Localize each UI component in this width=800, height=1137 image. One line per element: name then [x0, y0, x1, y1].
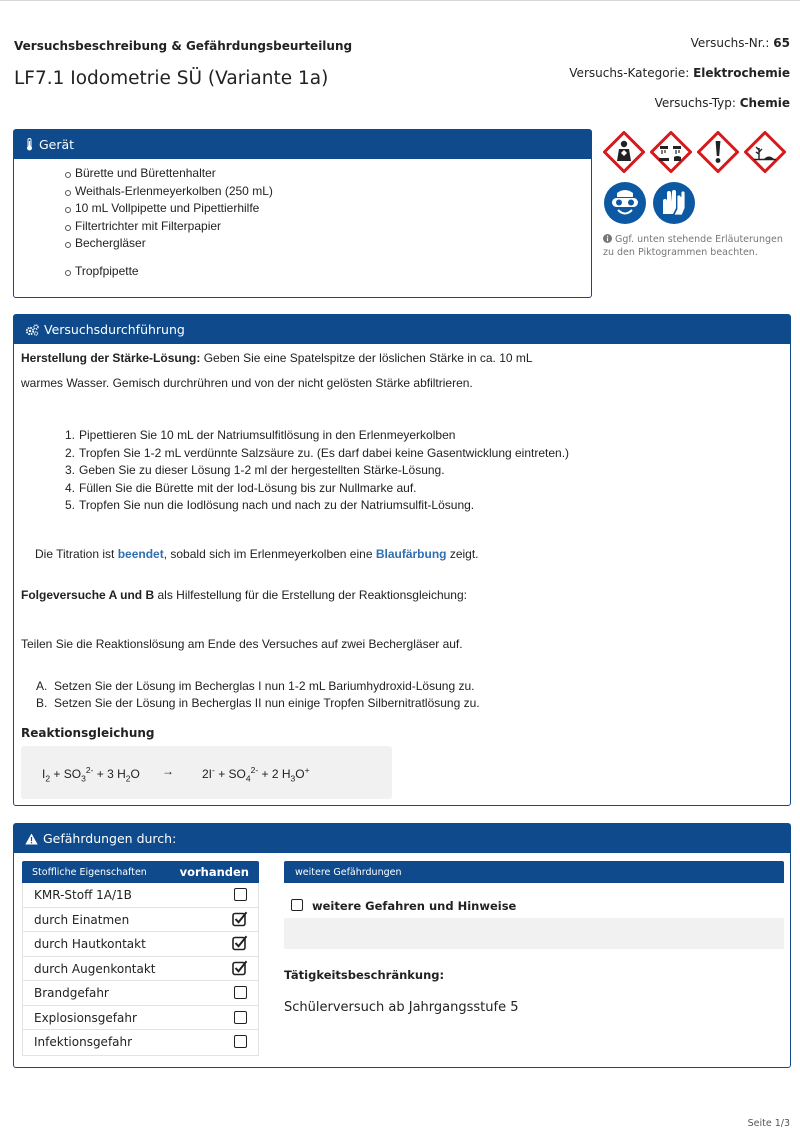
geraet-item: Filtertrichter mit Filterpapier: [75, 218, 273, 236]
checkbox-weitere[interactable]: [291, 899, 303, 911]
checkbox-kmr[interactable]: [234, 888, 247, 901]
geraet-panel: [13, 129, 592, 298]
top-divider: [0, 0, 800, 1]
sub-step-b: B. Setzen Sie der Lösung in Becherglas II nun einige Tropfen Silbernitratlösung zu.: [36, 696, 480, 710]
table-row: durch Hautkontakt: [23, 932, 258, 957]
equation-arrow: →: [162, 764, 174, 778]
folgeversuche-text: Folgeversuche A und B als Hilfestellung für die Erstellung der Reaktionsgleichung:: [21, 588, 467, 602]
gears-icon: [25, 324, 39, 336]
highlight-beendet: beendet: [117, 547, 164, 561]
table-row: KMR-Stoff 1A/1B: [23, 883, 258, 908]
exclamation-icon: [697, 131, 739, 173]
equation-reactants: $I_2 + SO_3^{2-} + 3$ $H_2O$: [42, 765, 140, 784]
sub-step-a: A. Setzen Sie der Lösung im Becherglas I nun 1-2 mL Bariumhydroxid-Lösung zu.: [36, 679, 475, 693]
table-row: Brandgefahr: [23, 981, 258, 1006]
pictogram-hint: Ggf. unten stehende Erläuterungen zu den Piktogrammen beachten.: [603, 234, 783, 258]
list-item: 1. Pipettieren Sie 10 mL der Natriumsulfitlösung in den Erlenmeyerkolben: [64, 428, 456, 442]
checkbox-einatmen[interactable]: [232, 910, 248, 927]
versuchs-typ: Versuchs-Typ: Chemie: [654, 96, 790, 110]
versuchs-kategorie: Versuchs-Kategorie: Elektrochemie: [569, 66, 790, 80]
weitere-gefahren-box: [284, 918, 784, 949]
teilen-text: Teilen Sie die Reaktionslösung am Ende des Versuches auf zwei Bechergläser auf.: [21, 637, 463, 651]
stoffliche-header: Stoffliche Eigenschaften vorhanden: [22, 861, 259, 883]
staerke-text-line2: warmes Wasser. Gemisch durchrühren und von der nicht gelösten Stärke abfiltrieren.: [21, 376, 473, 390]
weitere-gefahren-option[interactable]: weitere Gefahren und Hinweise: [291, 899, 516, 913]
geraet-header: [14, 130, 591, 159]
gefaehrdungen-table: [22, 883, 259, 1056]
list-item: 5. Tropfen Sie nun die Iodlösung nach und nach zu der Natriumsulfit-Lösung.: [64, 498, 475, 512]
taetigkeit-value: Schülerversuch ab Jahrgangsstufe 5: [284, 1000, 519, 1015]
warning-icon: [25, 833, 38, 845]
environment-icon: [744, 131, 786, 173]
health-hazard-icon: [603, 131, 645, 173]
table-row: Explosionsgefahr: [23, 1006, 258, 1031]
hazard-pictograms: [603, 131, 786, 173]
info-icon: [603, 234, 612, 243]
geraet-item: 10 mL Vollpipette und Pipettierhilfe: [75, 200, 273, 218]
geraet-item: Bechergläser: [75, 235, 273, 253]
checkbox-explosionsgefahr[interactable]: [234, 1011, 247, 1024]
reaktionsgleichung-title: Reaktionsgleichung: [21, 726, 155, 740]
list-item: 2. Tropfen Sie 1-2 mL verdünnte Salzsäure zu. (Es darf dabei keine Gasentwicklung eintreten.): [64, 445, 570, 460]
checkbox-brandgefahr[interactable]: [234, 986, 247, 999]
durchfuehrung-header: [14, 315, 790, 344]
highlight-blaufaerbung: Blaufärbung: [375, 547, 447, 561]
list-item: 4. Füllen Sie die Bürette mit der Iod-Lösung bis zur Nullmarke auf.: [64, 480, 417, 495]
safety-goggles-icon: [603, 181, 647, 225]
steps-list: [61, 427, 569, 515]
durchfuehrung-title: Versuchsdurchführung: [44, 322, 185, 337]
list-item: 3. Geben Sie zu dieser Lösung 1-2 ml der hergestellten Stärke-Lösung.: [64, 463, 445, 477]
geraet-item: Tropfpipette: [75, 263, 273, 281]
titration-text: Die Titration ist beendet, sobald sich im Erlenmeyerkolben eine Blaufärbung zeigt.: [35, 547, 479, 561]
weitere-header: weitere Gefährdungen: [284, 861, 784, 883]
gefaehrdungen-header: [14, 824, 790, 853]
geraet-item: Bürette und Bürettenhalter: [75, 165, 273, 183]
protection-pictograms: [603, 181, 696, 225]
page-title: LF7.1 Iodometrie SÜ (Variante 1a): [14, 68, 329, 89]
geraet-title: Gerät: [39, 137, 75, 152]
equation-products: $2I^- + SO_4^{2-} + 2$ $H_3O^+$: [202, 765, 310, 784]
table-row: durch Einatmen: [23, 908, 258, 933]
table-row: durch Augenkontakt: [23, 957, 258, 982]
checkbox-augenkontakt[interactable]: [232, 959, 248, 976]
safety-gloves-icon: [652, 181, 696, 225]
reaktionsgleichung-box: [21, 746, 392, 799]
thermometer-icon: [25, 138, 34, 151]
document-kind: Versuchsbeschreibung & Gefährdungsbeurteilung: [14, 39, 353, 53]
page-number: Seite 1/3: [747, 1118, 790, 1129]
versuchs-nr: Versuchs-Nr.: 65: [690, 36, 790, 50]
staerke-text: Herstellung der Stärke-Lösung: Geben Sie eine Spatelspitze der löslichen Stärke in ca. 10 mL: [21, 351, 533, 365]
gefaehrdungen-title: Gefährdungen durch:: [43, 831, 177, 846]
geraet-item: Weithals-Erlenmeyerkolben (250 mL): [75, 183, 273, 201]
checkbox-hautkontakt[interactable]: [232, 934, 248, 951]
table-row: Infektionsgefahr: [23, 1030, 258, 1055]
geraet-list: [75, 165, 273, 280]
checkbox-infektionsgefahr[interactable]: [234, 1035, 247, 1048]
gefaehrdungen-panel: [13, 823, 791, 1068]
durchfuehrung-panel: [13, 314, 791, 806]
corrosive-icon: [650, 131, 692, 173]
taetigkeit-title: Tätigkeitsbeschränkung:: [284, 968, 445, 982]
